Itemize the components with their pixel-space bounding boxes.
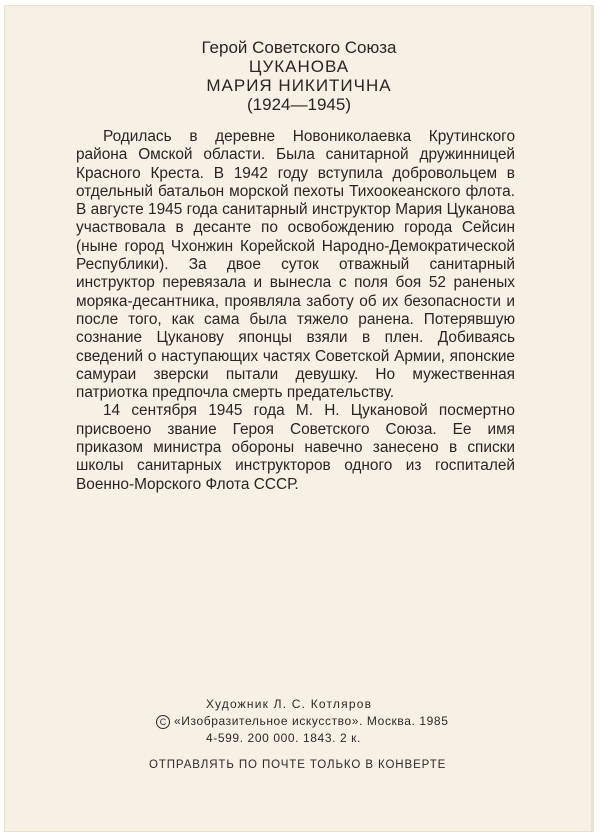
hero-surname: ЦУКАНОВА <box>248 57 350 76</box>
publisher-line <box>146 713 506 730</box>
print-info: 4-599. 200 000. 1843. 2 к. <box>206 731 361 745</box>
copyright-icon: C <box>156 715 170 729</box>
mailing-note: ОТПРАВЛЯТЬ ПО ПОЧТЕ ТОЛЬКО В КОНВЕРТЕ <box>149 759 447 771</box>
publisher-imprint <box>146 696 506 774</box>
biography-paragraph-2: 14 сентября 1945 года М. Н. Цукановой посмертно присвоено звание Героя Советского Союза. Ее имя приказом министра обороны навечно занесено в списки школы санитарных инструкторов одного из госпиталей Военно-Морского Флота СССР. <box>76 402 515 493</box>
hero-title-line: Герой Советского Союза <box>201 38 397 57</box>
biography-text <box>76 128 515 494</box>
publisher-text: «Изобразительное искусство». Москва. 1985 <box>174 714 449 728</box>
hero-years: (1924—1945) <box>247 95 351 114</box>
biography-paragraph-1: Родилась в деревне Новониколаевка Крутинского района Омской области. Была санитарной дружинницей Красного Креста. В 1942 году вступила добровольцем в отдельный батальон морской пехоты Тихоокеанского флота. В августе 1945 года санитарный инструктор Мария Цуканова участвовала в десанте по освобождению города Сейсин (ныне город Чхонжин Корейской Народно-Демократической Республики). За двое суток отважный санитарный инструктор перевязала и вынесла с поля боя 52 раненых моряка-десантника, проявляла заботу об их безопасности и после того, как сама была тяжело ранена. Потерявшую сознание Цуканову японцы взяли в плен. Добиваясь сведений о наступающих частях Советской Армии, японские самураи зверски пытали девушку. Но мужественная патриотка предпочла смерть предательству. <box>76 128 515 402</box>
postcard-back <box>4 5 594 832</box>
hero-name: МАРИЯ НИКИТИЧНА <box>206 76 392 95</box>
hero-heading <box>4 38 594 114</box>
artist-credit: Художник Л. С. Котляров <box>206 697 373 711</box>
